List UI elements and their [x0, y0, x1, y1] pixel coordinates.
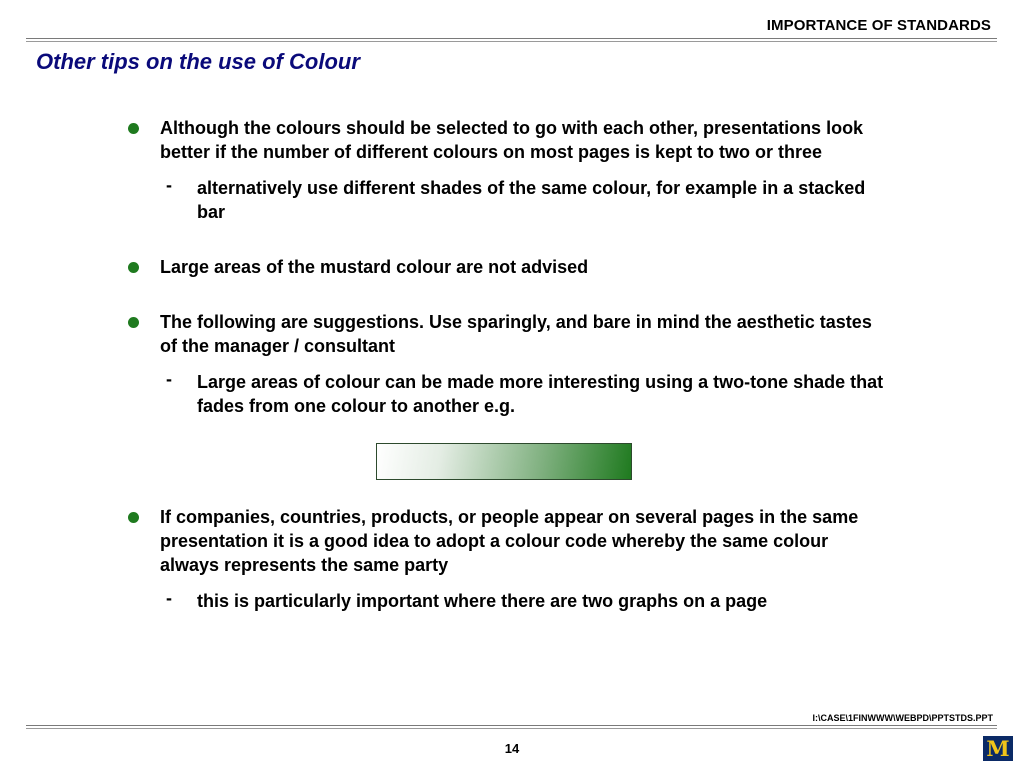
slide-title: Other tips on the use of Colour [36, 49, 360, 74]
bullet-item [128, 116, 888, 164]
bullet-text: If companies, countries, products, or people appear on several pages in the same presentation it is a good idea to adopt a colour code whereby the same colour always represents the same party [160, 507, 859, 575]
footer-rule-secondary [26, 728, 997, 729]
gradient-example [376, 443, 632, 480]
sub-bullet-item [166, 370, 888, 418]
header-rule [26, 38, 997, 39]
section-title: IMPORTANCE OF STANDARDS [766, 17, 991, 34]
sub-bullet-text: alternatively use different shades of the same colour, for example in a stacked bar [197, 178, 866, 222]
bullet-dot-icon [128, 317, 139, 328]
dash-marker: - [166, 369, 172, 389]
bullet-item [128, 310, 888, 358]
footer-rule [26, 725, 997, 726]
slide-body [128, 116, 888, 613]
dash-marker: - [166, 588, 172, 608]
header-rule-secondary [26, 41, 997, 42]
bullet-item [128, 505, 888, 577]
sub-bullet-item [166, 176, 888, 224]
sub-bullet-text: this is particularly important where there are two graphs on a page [197, 591, 768, 611]
sub-bullet-text: Large areas of colour can be made more interesting using a two-tone shade that fades from one colour to another e.g. [197, 372, 884, 416]
sub-bullet-item [166, 589, 888, 613]
bullet-item [128, 255, 888, 279]
bullet-dot-icon [128, 262, 139, 273]
dash-marker: - [166, 175, 172, 195]
bullet-dot-icon [128, 123, 139, 134]
university-logo: M [983, 736, 1013, 761]
page-number: 14 [504, 741, 520, 756]
bullet-text: Large areas of the mustard colour are not advised [160, 257, 589, 277]
file-path: I:\CASE\1FINWWW\WEBPD\PPTSTDS.PPT [812, 713, 993, 723]
bullet-dot-icon [128, 512, 139, 523]
bullet-text: The following are suggestions. Use sparingly, and bare in mind the aesthetic tastes of the manager / consultant [160, 312, 872, 356]
bullet-text: Although the colours should be selected to go with each other, presentations look better if the number of different colours on most pages is kept to two or three [160, 118, 864, 162]
